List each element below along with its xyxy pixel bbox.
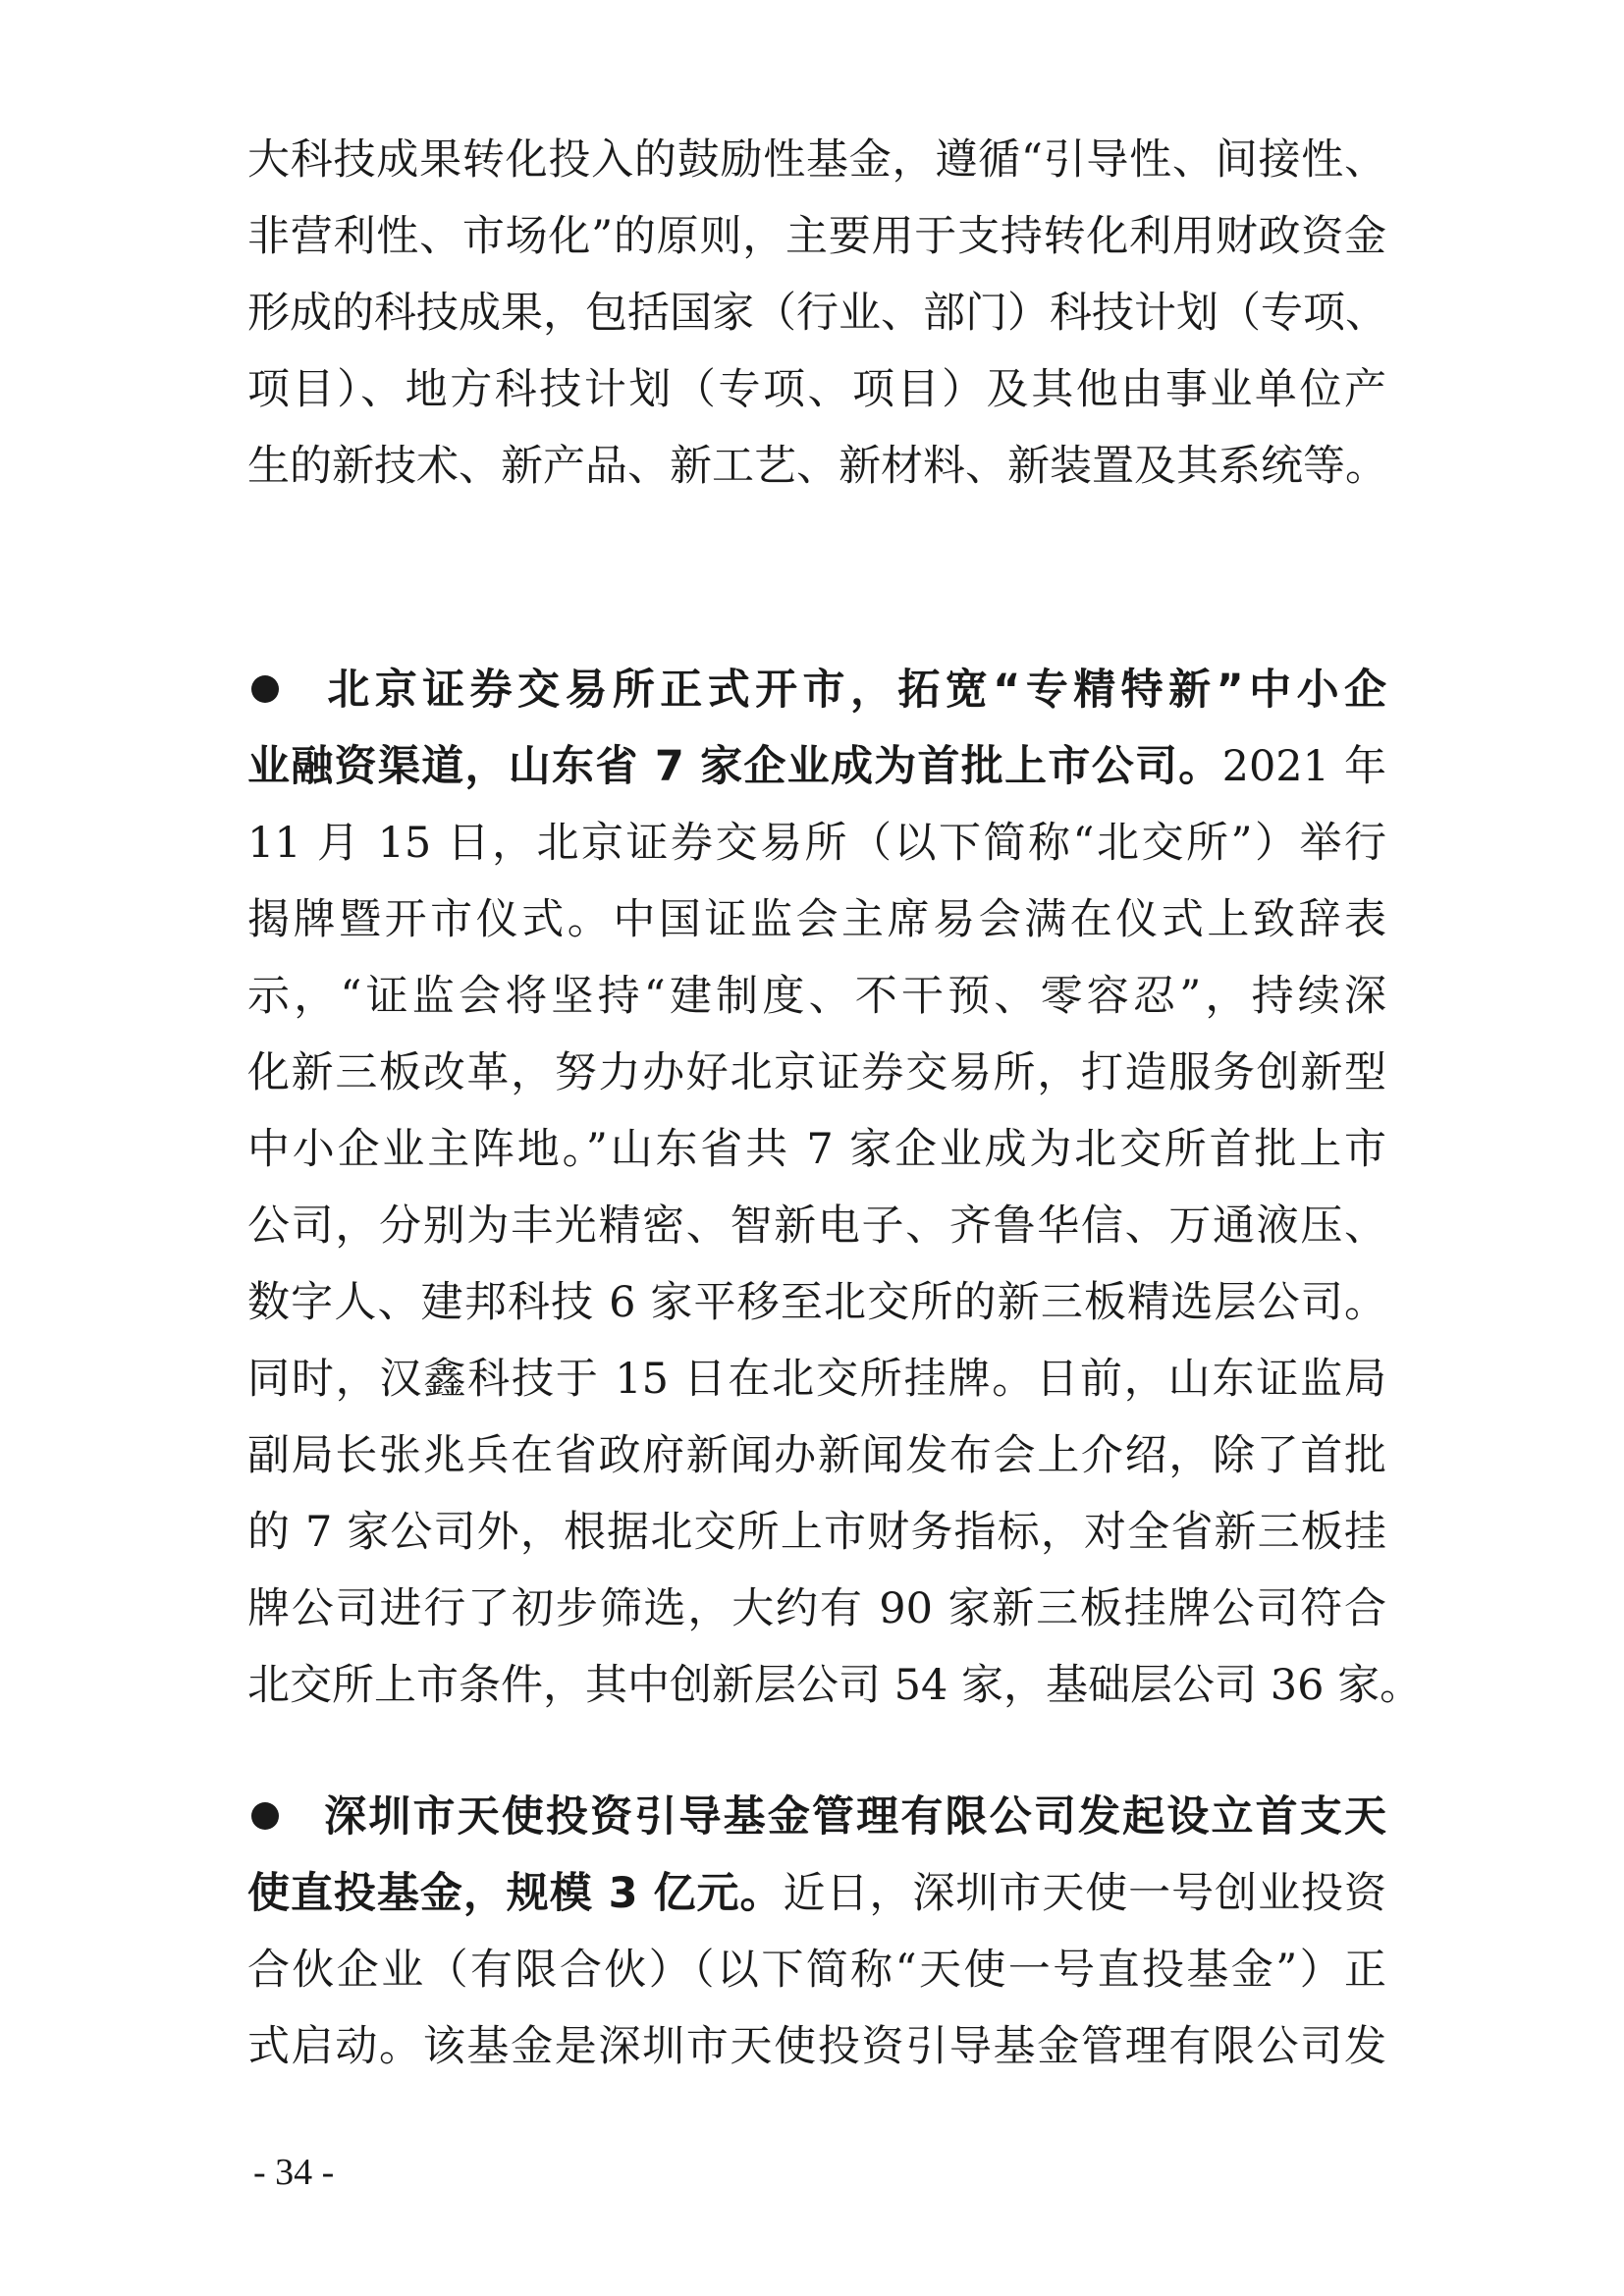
news-heading-line (247, 1779, 1386, 1855)
page-number: - 34 - (253, 2152, 335, 2193)
text-line: 北交所上市条件，其中创新层公司 54 家，基础层公司 36 家。 (247, 1661, 1423, 1710)
text-line: 生的新技术、新产品、新工艺、新材料、新装置及其系统等。 (247, 442, 1387, 491)
text-fragment: 近日，深圳市天使一号创业投资 (783, 1869, 1386, 1918)
news-heading-text: 使直投基金，规模 3 亿元。 (247, 1869, 784, 1918)
news-heading-text: 深圳市天使投资引导基金管理有限公司发起设立首支天 (322, 1792, 1386, 1842)
text-line: 项目）、地方科技计划（专项、项目）及其他由事业单位产 (247, 365, 1386, 414)
text-line: 揭牌暨开市仪式。中国证监会主席易会满在仪式上致辞表 (247, 895, 1386, 944)
text-line: 牌公司进行了初步筛选，大约有 90 家新三板挂牌公司符合 (247, 1584, 1386, 1633)
news-item-shenzhen-angel-fund (247, 1779, 1386, 2085)
news-item-beijing-exchange (247, 652, 1423, 1724)
text-line: 大科技成果转化投入的鼓励性基金，遵循“引导性、间接性、 (247, 135, 1386, 185)
paragraph-fund-intro (247, 122, 1386, 505)
text-line: 数字人、建邦科技 6 家平移至北交所的新三板精选层公司。 (247, 1278, 1386, 1327)
news-heading-line (247, 728, 1386, 805)
news-heading-line (247, 652, 1386, 728)
text-fragment: 2021 年 (1221, 742, 1386, 791)
text-line: 副局长张兆兵在省政府新闻办新闻发布会上介绍，除了首批 (247, 1431, 1386, 1480)
news-heading-text: 业融资渠道，山东省 7 家企业成为首批上市公司。 (247, 742, 1222, 791)
text-line: 合伙企业（有限合伙）（以下简称“天使一号直投基金”）正 (247, 1946, 1386, 1995)
text-line: 公司，分别为丰光精密、智新电子、齐鲁华信、万通液压、 (247, 1201, 1386, 1251)
text-line: 11 月 15 日，北京证券交易所（以下简称“北交所”）举行 (247, 819, 1386, 868)
news-heading-text: 北京证券交易所正式开市，拓宽“专精特新”中小企 (322, 666, 1386, 715)
text-line: 式启动。该基金是深圳市天使投资引导基金管理有限公司发 (247, 2022, 1386, 2071)
text-line: 示，“证监会将坚持“建制度、不干预、零容忍”，持续深 (247, 972, 1386, 1021)
text-line: 中小企业主阵地。”山东省共 7 家企业成为北交所首批上市 (247, 1125, 1386, 1174)
text-line: 同时，汉鑫科技于 15 日在北交所挂牌。日前，山东证监局 (247, 1355, 1386, 1404)
bullet-icon (251, 675, 279, 703)
text-line: 化新三板改革，努力办好北京证券交易所，打造服务创新型 (247, 1048, 1386, 1097)
bullet-icon (251, 1802, 279, 1830)
text-line: 非营利性、市场化”的原则，主要用于支持转化利用财政资金 (247, 212, 1386, 261)
text-line: 形成的科技成果，包括国家（行业、部门）科技计划（专项、 (247, 289, 1387, 338)
text-line: 的 7 家公司外，根据北交所上市财务指标，对全省新三板挂 (247, 1508, 1386, 1557)
news-heading-line (247, 1855, 1386, 1932)
